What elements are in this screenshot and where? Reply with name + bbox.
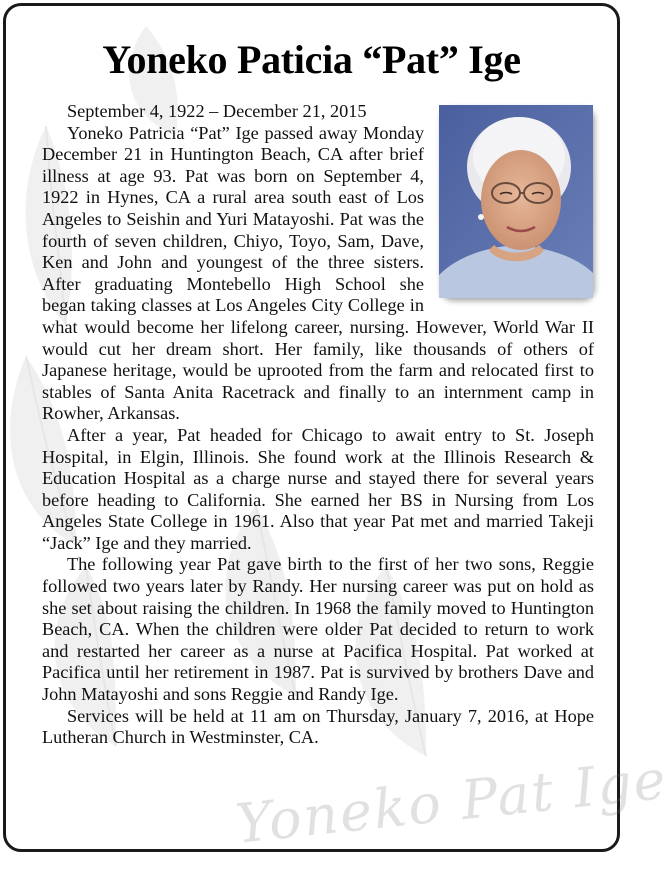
obituary-body [42,101,594,749]
paragraph-1: Yoneko Patricia “Pat” Ige passed away Monday December 21 in Huntington Beach, CA after brief illness at age 93. Pat was born on September 4, 1922 in Hynes, CA a rural area south east of Los Angeles to Seishin and Yuri Matayoshi. Pat was the fourth of seven children, Chiyo, Toyo, Sam, Dave, Ken and John and youngest of the three sisters. After graduating Montebello High School she began taking classes at Los Angeles City College in what would become her lifelong career, nursing. However, World War II would cut her dream short. Her family, like thousands of others of Japanese heritage, would be uprooted from the farm and relocated first to stables of Santa Anita Racetrack and finally to an internment camp in Rowher, Arkansas. [42,122,594,424]
photo-text-wrap-spacer [424,101,594,305]
signature-watermark: Yoneko Pat Ige [232,747,671,856]
obituary-title: Yoneko Paticia “Pat” Ige [102,37,521,82]
paragraph-2: After a year, Pat headed for Chicago to await entry to St. Joseph Hospital, in Elgin, Illinois. She found work at the Illinois Research & Education Hospital as a charge nurse and stayed there for several years before heading to California. She earned her BS in Nursing from Los Angeles State College in 1961. Also that year Pat met and married Takeji “Jack” Ige and they married. [42,424,594,553]
obituary-frame [3,3,671,856]
dates-line: September 4, 1922 – December 21, 2015 [67,101,367,121]
paragraph-4: Services will be held at 11 am on Thursday, January 7, 2016, at Hope Lutheran Church in Westminster, CA. [42,705,594,748]
paragraph-3: The following year Pat gave birth to the first of her two sons, Reggie followed two years later by Randy. Her nursing career was put on hold as she set about raising the children. In 1968 the family moved to Huntington Beach, CA. When the children were older Pat decided to return to work and restarted her career as a nurse at Pacifica Hospital. Pat worked at Pacifica until her retirement in 1987. Pat is survived by brothers Dave and John Matayoshi and sons Reggie and Randy Ige. [42,554,594,705]
